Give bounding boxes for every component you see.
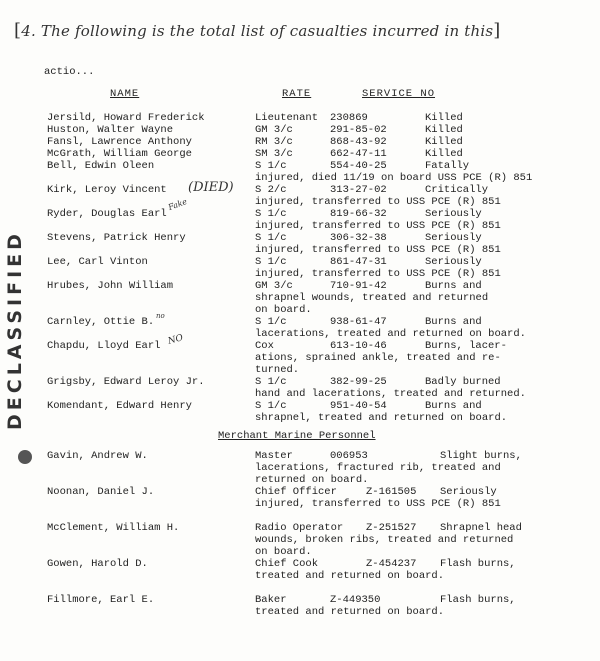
casualty-status: Flash burns, [440,558,516,570]
casualty-rate: Lieutenant [255,112,319,124]
casualty-note: lacerations, fractured rib, treated and [255,462,501,474]
navy-casualty-list [0,112,600,424]
casualty-status: Seriously [425,256,482,268]
casualty-service-no: 006953 [330,450,368,462]
note-row [0,328,600,340]
casualty-name: Ryder, Douglas Earl [47,208,167,220]
casualty-rate: Cox [255,340,274,352]
spacer-row [0,510,600,522]
column-header-service-no: SERVICE NO [362,88,436,100]
casualty-name: Bell, Edwin Oleen [47,160,155,172]
casualty-status: Killed [425,148,463,160]
casualty-service-no: 861-47-31 [330,256,387,268]
table-row [0,450,600,462]
casualty-note: on board. [255,304,312,316]
casualty-service-no: 662-47-11 [330,148,387,160]
casualty-status: Burns and [425,280,482,292]
table-row [0,280,600,292]
casualty-status: Burns and [425,400,482,412]
casualty-service-no: Z-449350 [330,594,381,606]
table-row [0,256,600,268]
casualty-note: turned. [255,364,300,376]
casualty-service-no: 710-91-42 [330,280,387,292]
table-row [0,232,600,244]
casualty-rate: S 1/c [255,208,287,220]
casualty-name: Carnley, Ottie B. [47,316,155,328]
casualty-status: Badly burned [425,376,501,388]
casualty-note: treated and returned on board. [255,606,445,618]
casualty-note: shrapnel wounds, treated and returned [255,292,489,304]
casualty-rate: RM 3/c [255,136,293,148]
casualty-service-no: 382-99-25 [330,376,387,388]
handwritten-chapdu-note: NO [166,333,185,347]
casualty-rate: S 1/c [255,376,287,388]
note-row [0,352,600,364]
casualty-note: ations, sprained ankle, treated and re- [255,352,501,364]
casualty-name: Gowen, Harold D. [47,558,148,570]
casualty-rate: S 1/c [255,256,287,268]
casualty-note: treated and returned on board. [255,570,445,582]
handwritten-header-text: 4. The following is the total list of casualties incurred in this [21,22,494,40]
casualty-service-no: 313-27-02 [330,184,387,196]
casualty-name: Komendant, Edward Henry [47,400,192,412]
note-row [0,606,600,618]
casualty-note: on board. [255,546,312,558]
table-row [0,376,600,388]
casualty-note: injured, transferred to USS PCE (R) 851 [255,220,501,232]
casualty-rate: GM 3/c [255,124,293,136]
table-row [0,594,600,606]
casualty-service-no: 938-61-47 [330,316,387,328]
casualty-status: Seriously [425,232,482,244]
note-row [0,388,600,400]
casualty-note: injured, transferred to USS PCE (R) 851 [255,244,501,256]
table-row [0,340,600,352]
casualty-note: injured, transferred to USS PCE (R) 851 [255,196,501,208]
casualty-status: Killed [425,112,463,124]
casualty-rate: Master [255,450,293,462]
note-row [0,244,600,256]
casualty-status: Flash burns, [440,594,516,606]
casualty-status: Killed [425,136,463,148]
casualty-name: Grigsby, Edward Leroy Jr. [47,376,205,388]
declassified-stamp-text: DECLASSIFIED [4,230,26,430]
casualty-rate: SM 3/c [255,148,293,160]
spacer-row [0,582,600,594]
casualty-rate: GM 3/c [255,280,293,292]
column-header-name: NAME [110,88,140,100]
casualty-note: returned on board. [255,474,369,486]
casualty-status: Slight burns, [440,450,522,462]
table-row [0,136,600,148]
casualty-status: Shrapnel head [440,522,522,534]
table-row [0,486,600,498]
note-row [0,462,600,474]
casualty-note: injured, transferred to USS PCE (R) 851 [255,498,501,510]
casualty-name: Gavin, Andrew W. [47,450,148,462]
table-row [0,208,600,220]
casualty-status: Fatally [425,160,470,172]
casualty-note: lacerations, treated and returned on board. [255,328,526,340]
casualty-service-no: Z-251527 [366,522,417,534]
handwritten-ryder-note: Fake [167,196,189,213]
casualty-name: McGrath, William George [47,148,192,160]
note-row [0,412,600,424]
note-row [0,364,600,376]
table-row [0,400,600,412]
table-row [0,316,600,328]
note-row [0,570,600,582]
casualty-note: shrapnel, treated and returned on board. [255,412,508,424]
casualty-name: Kirk, Leroy Vincent [47,184,167,196]
casualty-name: Fillmore, Earl E. [47,594,155,606]
casualty-note: injured, died 11/19 on board USS PCE (R) 851 [255,172,533,184]
casualty-rate: Baker [255,594,287,606]
casualty-rate: S 1/c [255,160,287,172]
casualty-service-no: 230869 [330,112,368,124]
casualty-service-no: Z-161505 [366,486,417,498]
casualty-note: hand and lacerations, treated and returned. [255,388,526,400]
casualty-status: Seriously [425,208,482,220]
casualty-rate: S 2/c [255,184,287,196]
casualty-status: Killed [425,124,463,136]
casualty-service-no: 554-40-25 [330,160,387,172]
note-row [0,546,600,558]
casualty-note: injured, transferred to USS PCE (R) 851 [255,268,501,280]
note-row [0,304,600,316]
casualty-service-no: 613-10-46 [330,340,387,352]
merchant-marine-heading: Merchant Marine Personnel [218,430,376,442]
action-label: actio... [44,66,95,78]
table-row [0,148,600,160]
casualty-service-no: 951-40-54 [330,400,387,412]
note-row [0,534,600,546]
casualty-rate: Chief Officer [255,486,337,498]
note-row [0,474,600,486]
casualty-name: Huston, Walter Wayne [47,124,174,136]
casualty-status: Burns, lacer- [425,340,507,352]
casualty-name: Jersild, Howard Frederick [47,112,205,124]
note-row [0,268,600,280]
table-row [0,160,600,172]
casualty-service-no: 868-43-92 [330,136,387,148]
note-row [0,292,600,304]
casualty-rate: S 1/c [255,316,287,328]
table-row [0,124,600,136]
casualty-name: Chapdu, Lloyd Earl [47,340,161,352]
casualty-name: Lee, Carl Vinton [47,256,148,268]
handwritten-carnley-note: no [156,312,165,320]
casualty-name: Fansl, Lawrence Anthony [47,136,192,148]
casualty-note: wounds, broken ribs, treated and returned [255,534,514,546]
handwritten-died-note: (DIED) [188,180,234,195]
table-row [0,184,600,196]
table-row [0,112,600,124]
casualty-status: Critically [425,184,489,196]
casualty-name: McClement, William H. [47,522,180,534]
casualty-status: Seriously [440,486,497,498]
casualty-rate: S 1/c [255,232,287,244]
casualty-service-no: Z-454237 [366,558,417,570]
table-row [0,522,600,534]
casualty-rate: S 1/c [255,400,287,412]
casualty-service-no: 306-32-38 [330,232,387,244]
casualty-status: Burns and [425,316,482,328]
casualty-name: Hrubes, John William [47,280,174,292]
casualty-service-no: 819-66-32 [330,208,387,220]
merchant-casualty-list [0,450,600,618]
note-row [0,196,600,208]
casualty-rate: Chief Cook [255,558,319,570]
declassified-stamp [2,170,24,430]
casualty-name: Stevens, Patrick Henry [47,232,186,244]
seal-mark [18,450,32,464]
casualty-rate: Radio Operator [255,522,344,534]
casualty-service-no: 291-85-02 [330,124,387,136]
note-row [0,220,600,232]
casualty-name: Noonan, Daniel J. [47,486,155,498]
handwritten-header: [4. The following is the total list of casualties incurred in this] [14,20,501,41]
table-row [0,558,600,570]
note-row [0,172,600,184]
column-header-rate: RATE [282,88,312,100]
note-row [0,498,600,510]
